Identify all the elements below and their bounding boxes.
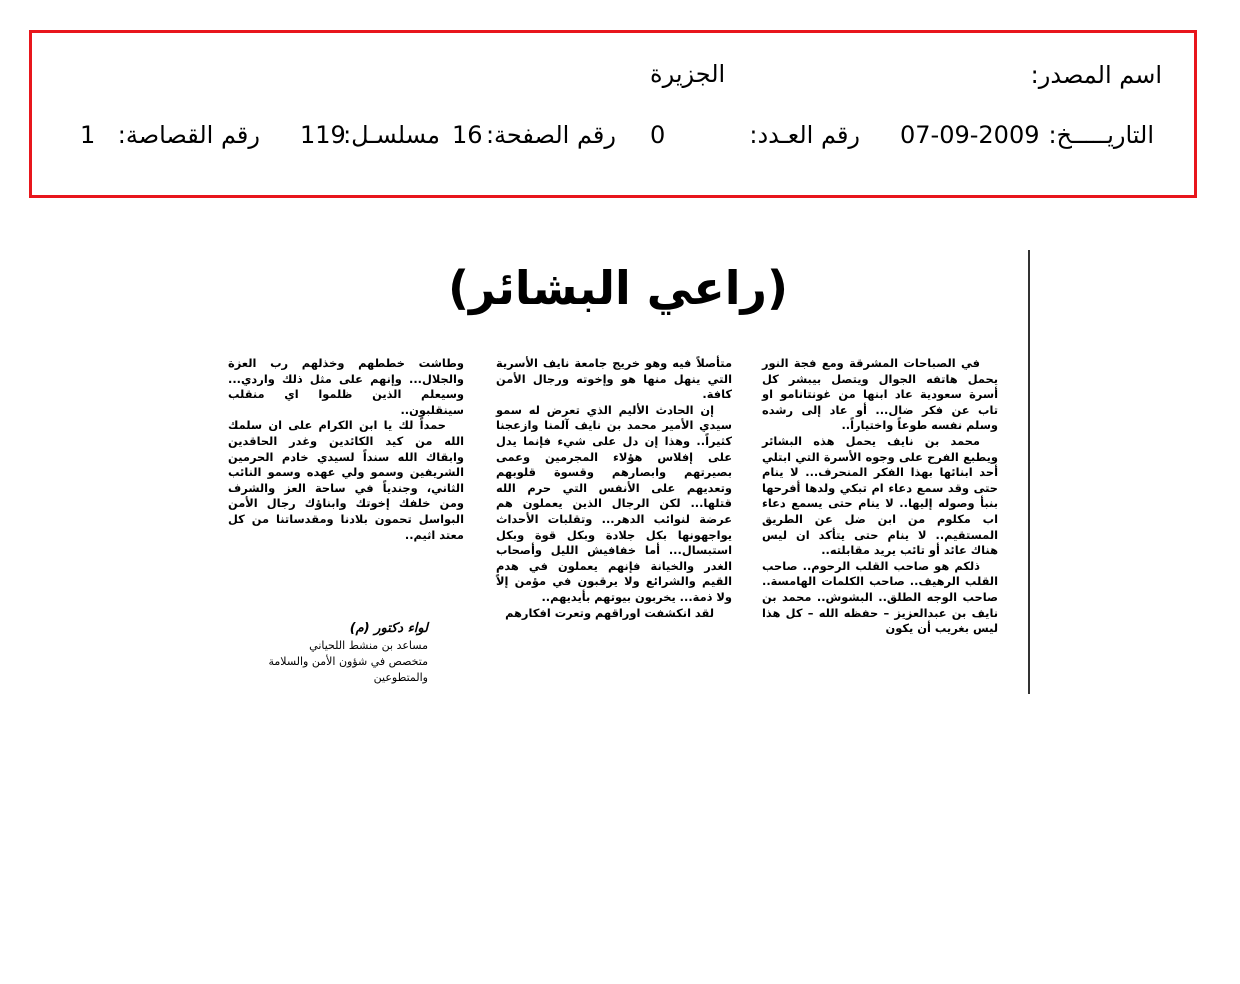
paragraph: متأصلاً فيه وهو خريج جامعة نايف الأسرية التي ينهل منها هو وإخوته ورجال الأمن كافة. xyxy=(496,356,732,402)
page-label: رقم الصفحة: xyxy=(485,121,616,149)
source-label: اسم المصدر: xyxy=(1030,61,1162,89)
article-column-1 xyxy=(762,356,998,637)
column-rule xyxy=(1028,250,1030,694)
clip-number-value: 1 xyxy=(80,121,96,149)
serial-value: 119 xyxy=(300,121,346,149)
paragraph: في الصباحات المشرقة ومع فجة النور يحمل هاتفه الجوال ويتصل بيبشر كل أسرة سعودية عاد ابنها من غونتانامو او تاب عن فكر ضال... أو عاد إلى رشده وسلم نفسه طوعاً واختياراً.. xyxy=(762,356,998,433)
clip-number-label: رقم القصاصة: xyxy=(117,121,260,149)
newspaper-clipping xyxy=(222,246,1032,706)
author-signature xyxy=(222,620,428,686)
serial-label: مسلسـل: xyxy=(343,121,440,149)
page-value: 16 xyxy=(452,121,483,149)
paragraph: ذلكم هو صاحب القلب الرحوم.. صاحب القلب الرهيف.. صاحب الكلمات الهامسة.. صاحب الوجه الطلق.. البشوش.. محمد بن نايف بن عبدالعزيز – حفظه الله – كل هذا ليس بغريب أن يكون xyxy=(762,558,998,636)
paragraph: وطاشت خططهم وخذلهم رب العزة والجلال... وإنهم على مثل ذلك واردي... وسيعلم الذين ظلموا اي منقلب سينقلبون.. xyxy=(228,356,464,417)
author-title: لواء دكتور (م) xyxy=(349,621,428,636)
article-column-2 xyxy=(496,356,732,621)
author-name: مساعد بن منشط اللحياني xyxy=(309,639,428,652)
issue-label: رقم العـدد: xyxy=(749,121,860,149)
paragraph: محمد بن نايف يحمل هذه البشائر ويطبع الفرح على وجوه الأسرة التي ابتلي أحد ابنائها بهذا الفكر المنحرف... لا ينام حتى وقد سمع دعاء ام تبكي ولدها أفرحها بنبأ وصوله إليها.. لا ينام حتى يسمع دعاء اب مكلوم من ابن ضل عن الطريق المستقيم.. لا ينام حتى يتأكد ان ليس هناك عائد أو تائب يريد مقابلته.. xyxy=(762,433,998,558)
paragraph: لقد انكشفت اوراقهم وتعرت افكارهم xyxy=(505,605,714,620)
author-role: متخصص في شؤون الأمن والسلامة والمتطوعين xyxy=(268,655,428,684)
paragraph: إن الحادث الأليم الذي تعرض له سمو سيدي الأمير محمد بن نايف آلمنا وازعجنا كثيراً.. وهذا إن دل على شيء فإنما يدل على إفلاس هؤلاء المجرمين وعمى بصيرتهم وابصارهم وقسوة قلوبهم وتعديهم على الأنفس التي حرم الله قتلها... لكن الرجال الذين يعملون هم عرضة لنوائب الدهر... وتقلبات الأحداث يواجهونها بكل جلادة وبكل قوة وبكل استبسال... أما خفافيش الليل وأصحاب الغدر والخيانة فإنهم يعملون في هدم القيم والشرائع ولا يرقبون في مؤمن إلاً ولا ذمة... يخربون بيوتهم بأيديهم.. xyxy=(496,402,732,604)
article-column-3 xyxy=(228,356,464,543)
clipping-metadata-box xyxy=(29,30,1197,198)
source-value: الجزيرة xyxy=(650,60,726,88)
issue-value: 0 xyxy=(650,121,666,149)
date-label: التاريـــــخ: xyxy=(1048,121,1154,149)
article-headline: (راعي البشائر) xyxy=(447,261,789,315)
paragraph: حمداً لك يا ابن الكرام على ان سلمك الله من كيد الكائدين وغدر الحاقدين وابقاك الله سنداً لسيدي خادم الحرمين الشريفين وسمو ولي عهده وسمو النائب الثاني، وجندياً في ساحة العز والشرف ومن خلفك إخوتك وابناؤك رجال الأمن البواسل تحمون بلادنا ومقدساتنا من كل معتد اثيم.. xyxy=(228,418,464,542)
date-value: 07-09-2009 xyxy=(900,121,1040,149)
